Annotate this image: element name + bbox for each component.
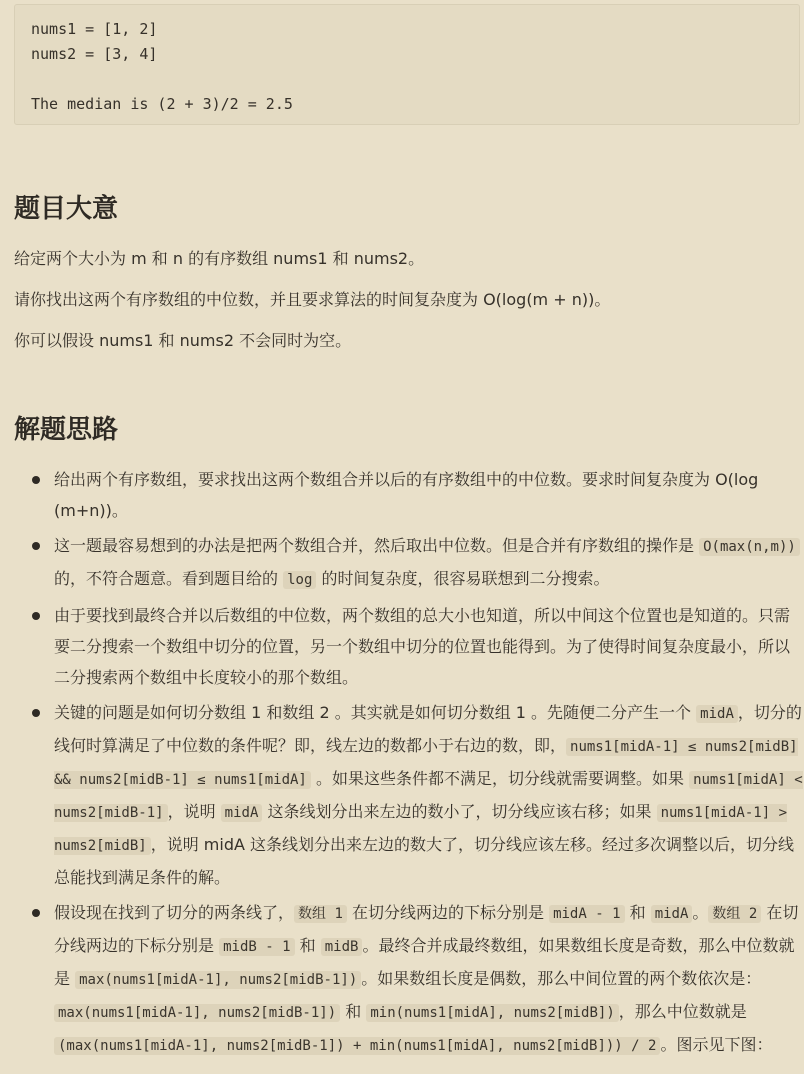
inline-code: midA [221,804,263,822]
section-heading-solution: 解题思路 [14,415,119,445]
bullet-text: ，说明 [167,802,221,821]
inline-code: max(nums1[midA-1], nums2[midB-1]) [75,971,361,989]
inline-code: log [283,571,316,589]
bullet-text: 和 [294,936,321,955]
bullet-text: 关键的问题是如何切分数组 1 和数组 2 。其实就是如何切分数组 1 。先随便二分产生一个 [54,703,697,722]
bullet-item [14,600,804,693]
code-line: nums1 = [1, 2] [31,20,158,38]
inline-code: midB - 1 [219,938,294,956]
problem-paragraph: 请你找出这两个有序数组的中位数，并且要求算法的时间复杂度为 O(log(m + n))。 [14,290,611,309]
bullet-item [14,697,804,893]
problem-paragraph: 你可以假设 nums1 和 nums2 不会同时为空。 [14,331,352,350]
bullet-item [14,897,804,1062]
code-line: nums2 = [3, 4] [31,45,158,63]
inline-code: nums1[midA] < nums2[midB-1] [54,772,803,821]
bullet-text: 这条线划分出来左边的数小了，切分线应该右移；如果 [262,802,657,821]
bullet-text: 的，不符合题意。看到题目给的 [54,569,284,588]
bullet-text: 和 [340,1002,367,1021]
bullet-text: ，那么中位数就是 [618,1002,747,1021]
bullet-text: 由于要找到最终合并以后数组的中位数，两个数组的总大小也知道，所以中间这个位置也是知道的。只需要二分搜索一个数组中切分的位置，另一个数组中切分的位置也能得到。为了使得时间复杂度最小，所以二分搜索两个数组中长度较小的那个数组。 [54,606,791,687]
bullet-text: 在切分线两边的下标分别是 [54,903,799,955]
bullet-text: 。 [692,903,709,922]
section-heading-problem: 题目大意 [14,194,119,224]
code-line: The median is (2 + 3)/2 = 2.5 [31,95,293,113]
inline-code: 数组 2 [708,905,761,923]
bullet-dot [32,909,40,917]
bullet-text: 给出两个有序数组，要求找出这两个数组合并以后的有序数组中的中位数。要求时间复杂度为 O(log (m+n))。 [54,470,759,520]
inline-code: midA - 1 [549,905,624,923]
inline-code: max(nums1[midA-1], nums2[midB-1]) [54,1004,340,1022]
bullet-text: 在切分线两边的下标分别是 [346,903,550,922]
inline-code: midA [651,905,693,923]
bullet-text: ，切分的线何时算满足了中位数的条件呢？即，线左边的数都小于右边的数，即， [54,703,802,755]
bullet-text: 。如果数组长度是偶数，那么中间位置的两个数依次是： [361,969,762,988]
code-line [31,67,783,92]
bullet-dot [32,612,40,620]
bullet-item [14,530,804,596]
inline-code: O(max(n,m)) [699,538,800,556]
example-code-block [14,4,800,125]
inline-code: 数组 1 [294,905,347,923]
bullet-dot [32,709,40,717]
bullet-text: 和 [624,903,651,922]
inline-code: midB [321,938,363,956]
bullet-dot [32,476,40,484]
bullet-text: 这一题最容易想到的办法是把两个数组合并，然后取出中位数。但是合并有序数组的操作是 [54,536,700,555]
bullet-text: 假设现在找到了切分的两条线了， [54,903,295,922]
inline-code: nums1[midA-1] > nums2[midB] [54,805,788,854]
bullet-dot [32,542,40,550]
inline-code: min(nums1[midA], nums2[midB]) [366,1004,618,1022]
solution-bullet-list [14,464,804,1066]
bullet-text: 的时间复杂度，很容易联想到二分搜索。 [316,569,610,588]
inline-code: (max(nums1[midA-1], nums2[midB-1]) + min(nums1[midA], nums2[midB])) / 2 [54,1037,660,1055]
inline-code: nums1[midA-1] ≤ nums2[midB] && nums2[midB-1] ≤ nums1[midA] [54,739,798,788]
bullet-text: 。最终合并成最终数组，如果数组长度是奇数，那么中位数就是 [54,936,795,988]
bullet-text: 。图示见下图： [660,1035,773,1054]
bullet-item [14,464,804,526]
inline-code: midA [696,705,738,723]
bullet-text: ，说明 midA 这条线划分出来左边的数大了，切分线应该左移。经过多次调整以后，切分线总能找到满足条件的解。 [54,835,795,887]
bullet-text: 。如果这些条件都不满足，切分线就需要调整。如果 [310,769,690,788]
problem-paragraph: 给定两个大小为 m 和 n 的有序数组 nums1 和 nums2。 [14,249,425,268]
